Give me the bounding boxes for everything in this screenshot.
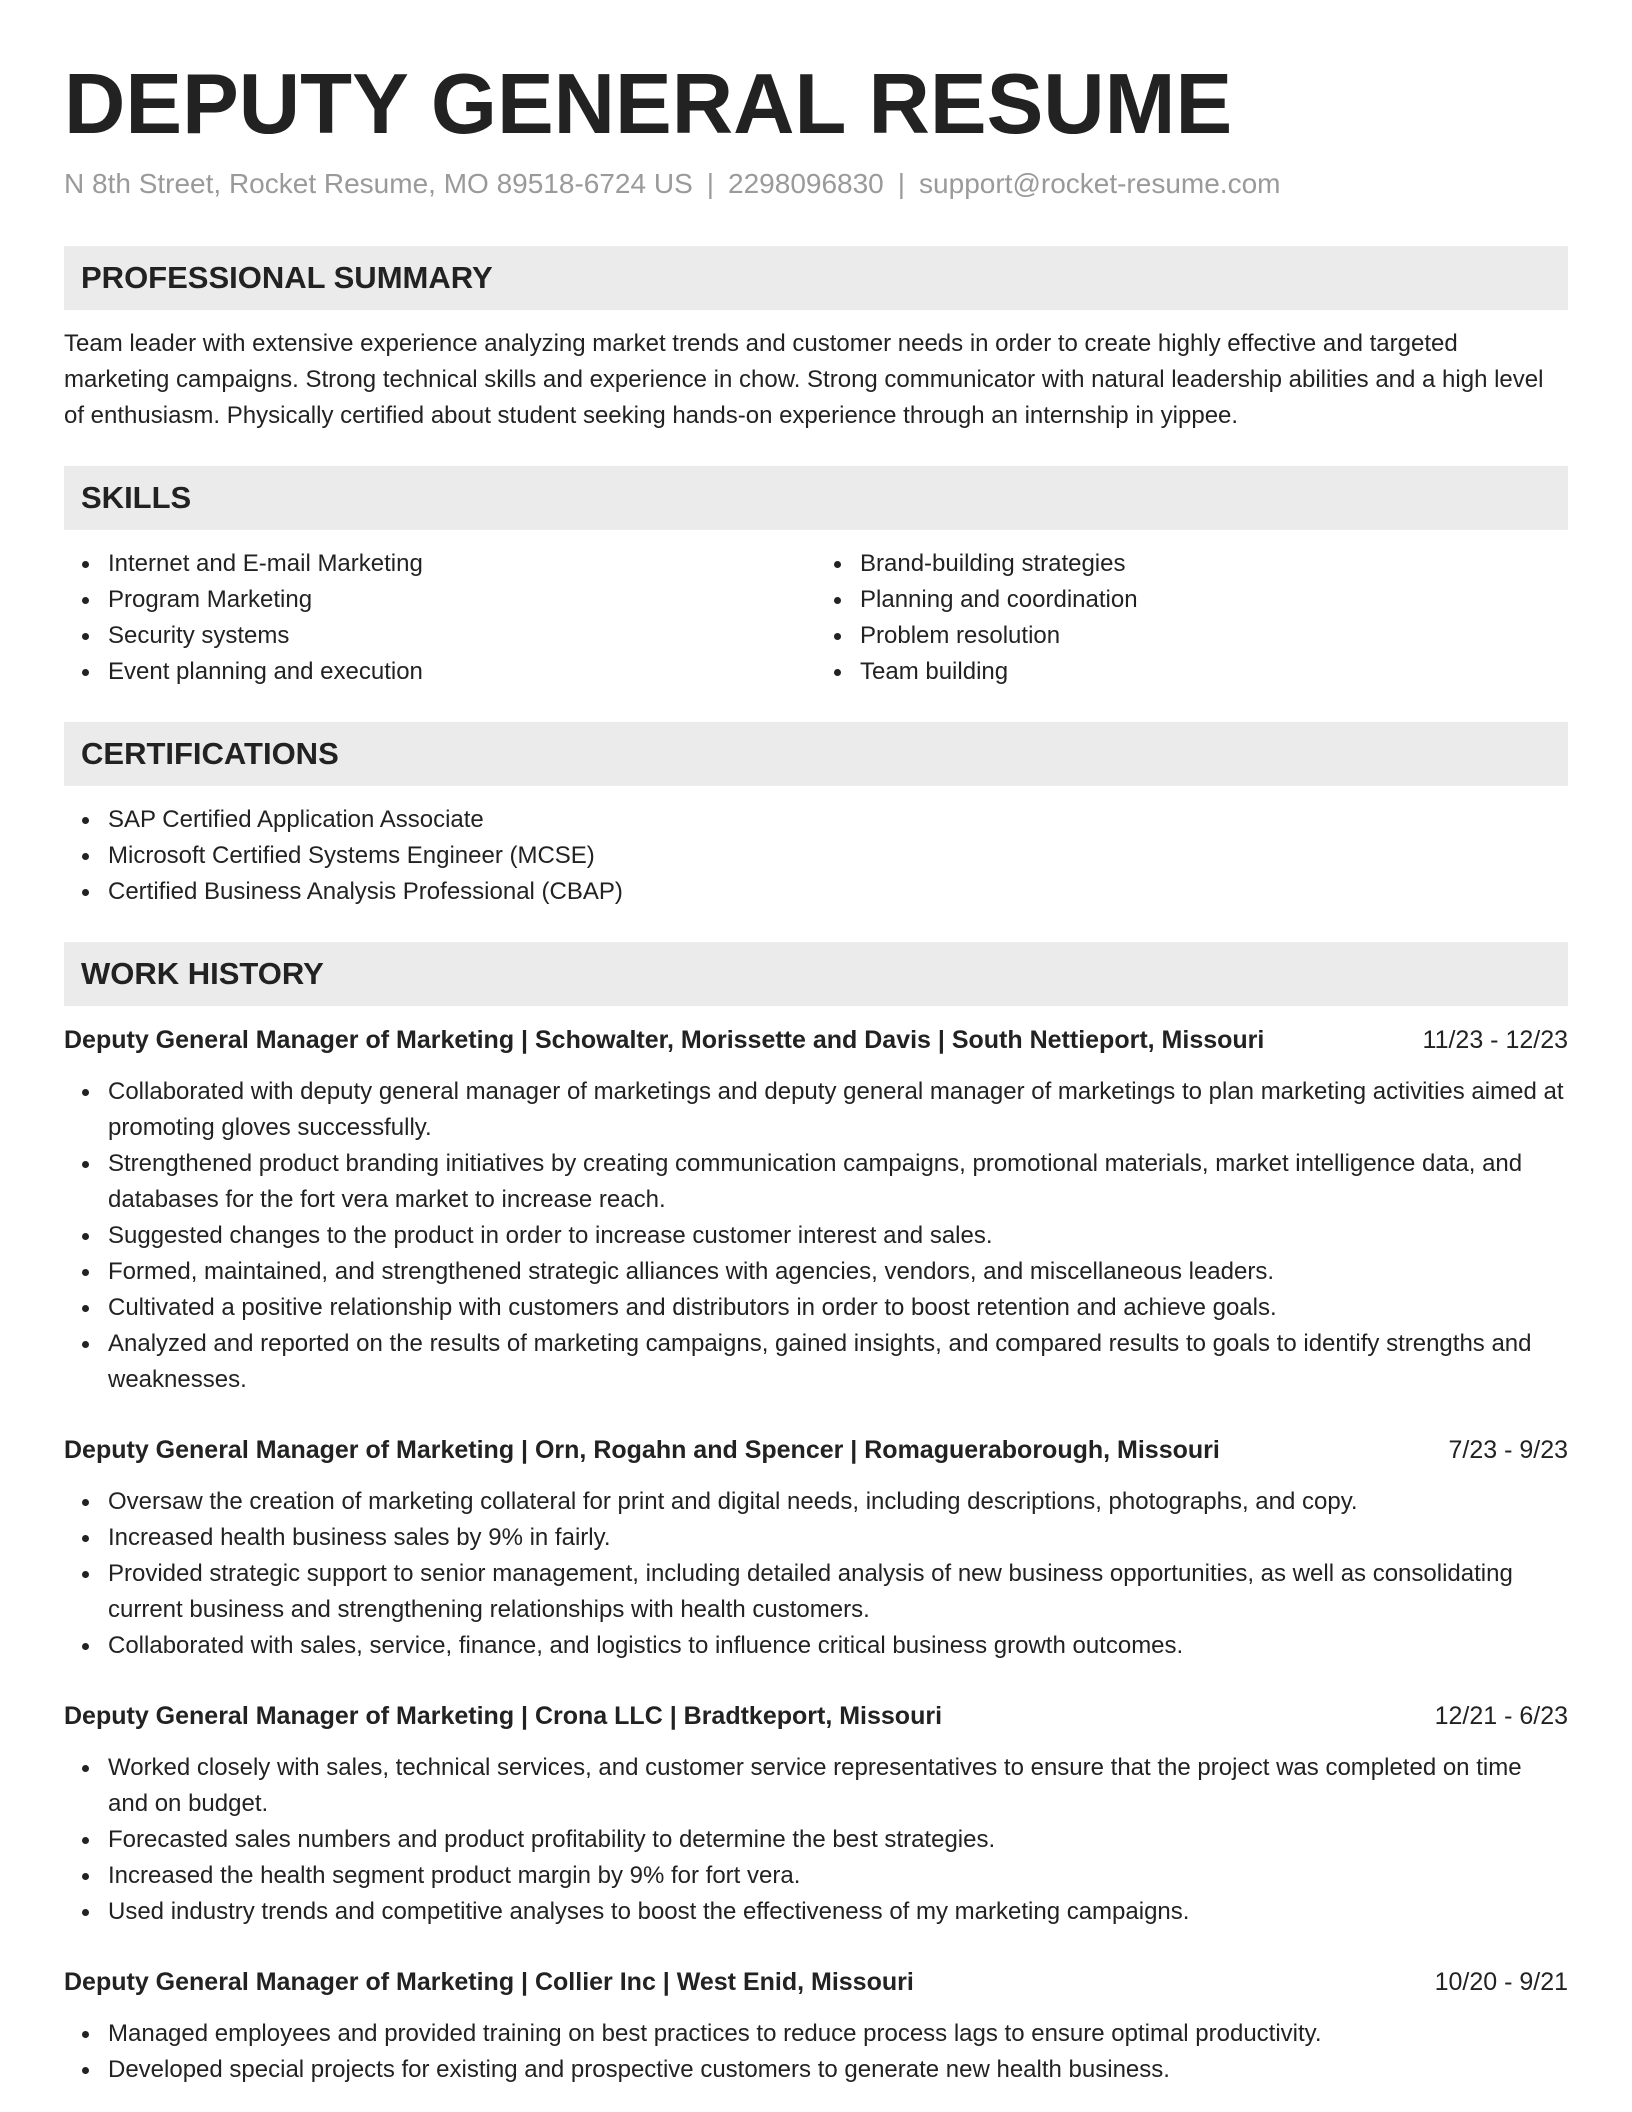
job-bullet: Used industry trends and competitive analyses to boost the effectiveness of my marketing campaigns. [64, 1894, 1568, 1930]
job-bullet-list [64, 2016, 1568, 2088]
skill-item: Problem resolution [816, 618, 1568, 654]
job-bullet: Forecasted sales numbers and product profitability to determine the best strategies. [64, 1822, 1568, 1858]
section-heading-summary: PROFESSIONAL SUMMARY [64, 246, 1568, 310]
contact-separator: | [897, 168, 906, 199]
job-bullet: Increased the health segment product margin by 9% for fort vera. [64, 1858, 1568, 1894]
resume-title: DEPUTY GENERAL RESUME [64, 57, 1233, 152]
certification-list [64, 802, 1568, 910]
job-bullet: Developed special projects for existing and prospective customers to generate new health business. [64, 2052, 1568, 2088]
skill-item: Event planning and execution [64, 654, 816, 690]
job-bullet: Worked closely with sales, technical services, and customer service representatives to ensure that the project was completed on time and on budget. [64, 1750, 1568, 1822]
skill-item: Security systems [64, 618, 816, 654]
contact-email: support@rocket-resume.com [919, 168, 1281, 199]
job-bullet: Cultivated a positive relationship with customers and distributors in order to boost retention and achieve goals. [64, 1290, 1568, 1326]
skill-item: Brand-building strategies [816, 546, 1568, 582]
job-bullet: Collaborated with sales, service, finance, and logistics to influence critical business growth outcomes. [64, 1628, 1568, 1664]
contact-address: N 8th Street, Rocket Resume, MO 89518-6724 US [64, 168, 693, 199]
certification-item: Microsoft Certified Systems Engineer (MCSE) [64, 838, 1568, 874]
job-bullet: Analyzed and reported on the results of marketing campaigns, gained insights, and compared results to goals to identify strengths and weaknesses. [64, 1326, 1568, 1398]
job-title: Deputy General Manager of Marketing | Collier Inc | West Enid, Missouri [64, 1968, 914, 1996]
job-title: Deputy General Manager of Marketing | Orn, Rogahn and Spencer | Romagueraborough, Missouri [64, 1436, 1220, 1464]
job-bullet-list [64, 1074, 1568, 1398]
job-header [64, 1698, 1568, 1734]
section-heading-certifications: CERTIFICATIONS [64, 722, 1568, 786]
job-bullet-list [64, 1484, 1568, 1664]
skill-item: Internet and E-mail Marketing [64, 546, 816, 582]
job-dates: 7/23 - 9/23 [1448, 1436, 1568, 1464]
job-title: Deputy General Manager of Marketing | Crona LLC | Bradtkeport, Missouri [64, 1702, 943, 1730]
job-bullet: Collaborated with deputy general manager of marketings and deputy general manager of marketings to plan marketing activities aimed at promoting gloves successfully. [64, 1074, 1568, 1146]
contact-phone: 2298096830 [728, 168, 884, 199]
job-bullet: Suggested changes to the product in order to increase customer interest and sales. [64, 1218, 1568, 1254]
job-dates: 12/21 - 6/23 [1434, 1702, 1568, 1730]
skill-item: Planning and coordination [816, 582, 1568, 618]
job-entry [64, 1432, 1568, 1664]
certification-item: SAP Certified Application Associate [64, 802, 1568, 838]
certification-item: Certified Business Analysis Professional (CBAP) [64, 874, 1568, 910]
job-header [64, 1964, 1568, 2000]
contact-line [64, 166, 1568, 202]
job-bullet: Formed, maintained, and strengthened strategic alliances with agencies, vendors, and miscellaneous leaders. [64, 1254, 1568, 1290]
skills-column-left [64, 546, 816, 690]
job-bullet: Strengthened product branding initiatives by creating communication campaigns, promotional materials, market intelligence data, and databases for the fort vera market to increase reach. [64, 1146, 1568, 1218]
job-dates: 10/20 - 9/21 [1434, 1968, 1568, 1996]
job-bullet: Increased health business sales by 9% in fairly. [64, 1520, 1568, 1556]
section-heading-work-history: WORK HISTORY [64, 942, 1568, 1006]
section-heading-skills: SKILLS [64, 466, 1568, 530]
job-bullet-list [64, 1750, 1568, 1930]
job-entry [64, 1964, 1568, 2088]
summary-text: Team leader with extensive experience analyzing market trends and customer needs in order to create highly effective and targeted marketing campaigns. Strong technical skills and experience in chow. Strong communicator with natural leadership abilities and a high level of enthusiasm. Physically certified about student seeking hands-on experience through an internship in yippee. [64, 330, 1544, 429]
skills-column-right [816, 546, 1568, 690]
job-header [64, 1022, 1568, 1058]
job-header [64, 1432, 1568, 1468]
job-bullet: Managed employees and provided training on best practices to reduce process lags to ensure optimal productivity. [64, 2016, 1568, 2052]
job-dates: 11/23 - 12/23 [1422, 1026, 1568, 1054]
skill-item: Program Marketing [64, 582, 816, 618]
job-bullet: Oversaw the creation of marketing collateral for print and digital needs, including descriptions, photographs, and copy. [64, 1484, 1568, 1520]
skills-grid [64, 546, 1568, 690]
job-title: Deputy General Manager of Marketing | Schowalter, Morissette and Davis | South Nettieport, Missouri [64, 1026, 1265, 1054]
job-entry [64, 1698, 1568, 1930]
skill-item: Team building [816, 654, 1568, 690]
job-entry [64, 1022, 1568, 1398]
job-bullet: Provided strategic support to senior management, including detailed analysis of new business opportunities, as well as consolidating current business and strengthening relationships with health customers. [64, 1556, 1568, 1628]
contact-separator: | [706, 168, 715, 199]
